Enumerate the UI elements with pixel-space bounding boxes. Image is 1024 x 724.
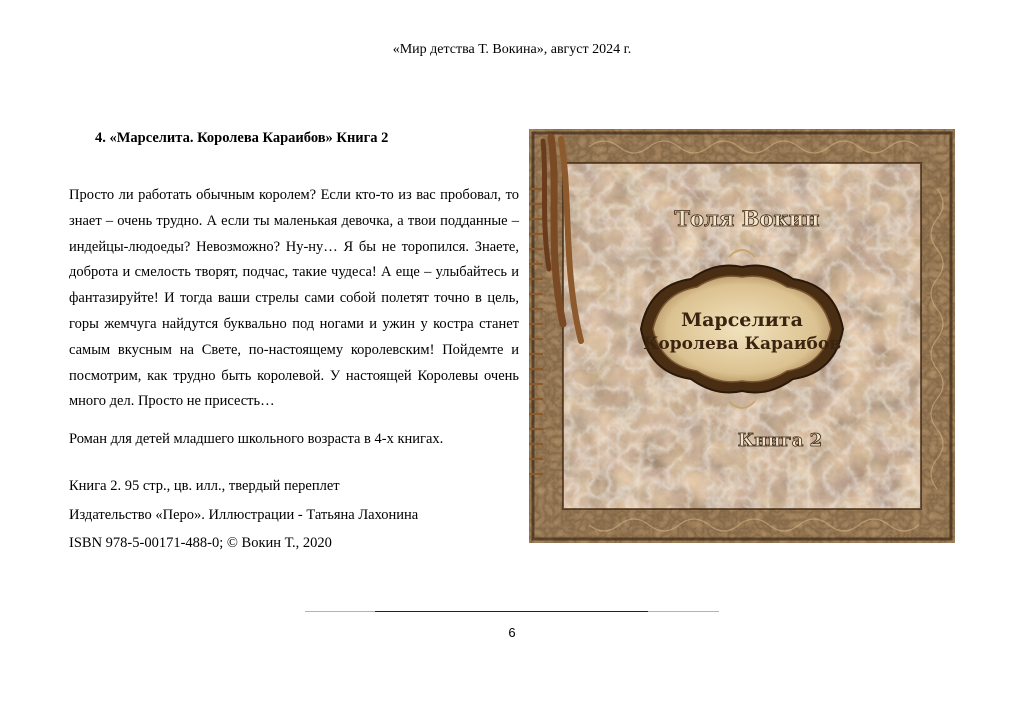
book-publisher: Издательство «Перо». Иллюстрации - Татьяна Лахонина — [69, 506, 419, 523]
cover-author: Толя Вокин — [674, 206, 820, 231]
cover-title-line1: Марселита — [681, 309, 803, 331]
book-isbn: ISBN 978-5-00171-488-0; © Вокин Т., 2020 — [69, 535, 332, 551]
book-heading: 4. «Марселита. Королева Караибов» Книга 2 — [95, 130, 389, 146]
book-genre: Роман для детей младшего школьного возраста в 4-х книгах. — [69, 431, 444, 448]
book-details: Книга 2. 95 стр., цв. илл., твердый переплет — [69, 478, 340, 494]
book-description-block — [69, 183, 519, 453]
book-description: Просто ли работать обычным королем? Если кто-то из вас пробовал, то знает – очень трудно. А если ты маленькая девочка, а твои подданные – индейцы-людоеды? Невозможно? Ну-ну… Я бы не торопился. Знаете, доброта и смелость творят, подчас, такие чудеса! А еще – улыбайтесь и фантазируйте! И тогда ваши стрелы сами собой полетят точно в цель, горы жемчуга найдутся буквально под ногами и ужин у костра станет самым вкусным на Свете, по-настоящему королевским! Пойдемте и посмотрим, как трудно быть королевой. У настоящей Королевы очень много дел. Просто не присесть… — [69, 187, 519, 410]
page-number: 6 — [508, 625, 516, 640]
cover-title-line2: Королева Караибов — [642, 334, 842, 354]
cover-volume: Книга 2 — [737, 430, 823, 451]
page-header: «Мир детства Т. Вокина», август 2024 г. — [392, 42, 632, 57]
book-cover-image — [529, 129, 955, 543]
footer-divider-accent — [375, 611, 648, 612]
book-meta — [69, 476, 519, 562]
